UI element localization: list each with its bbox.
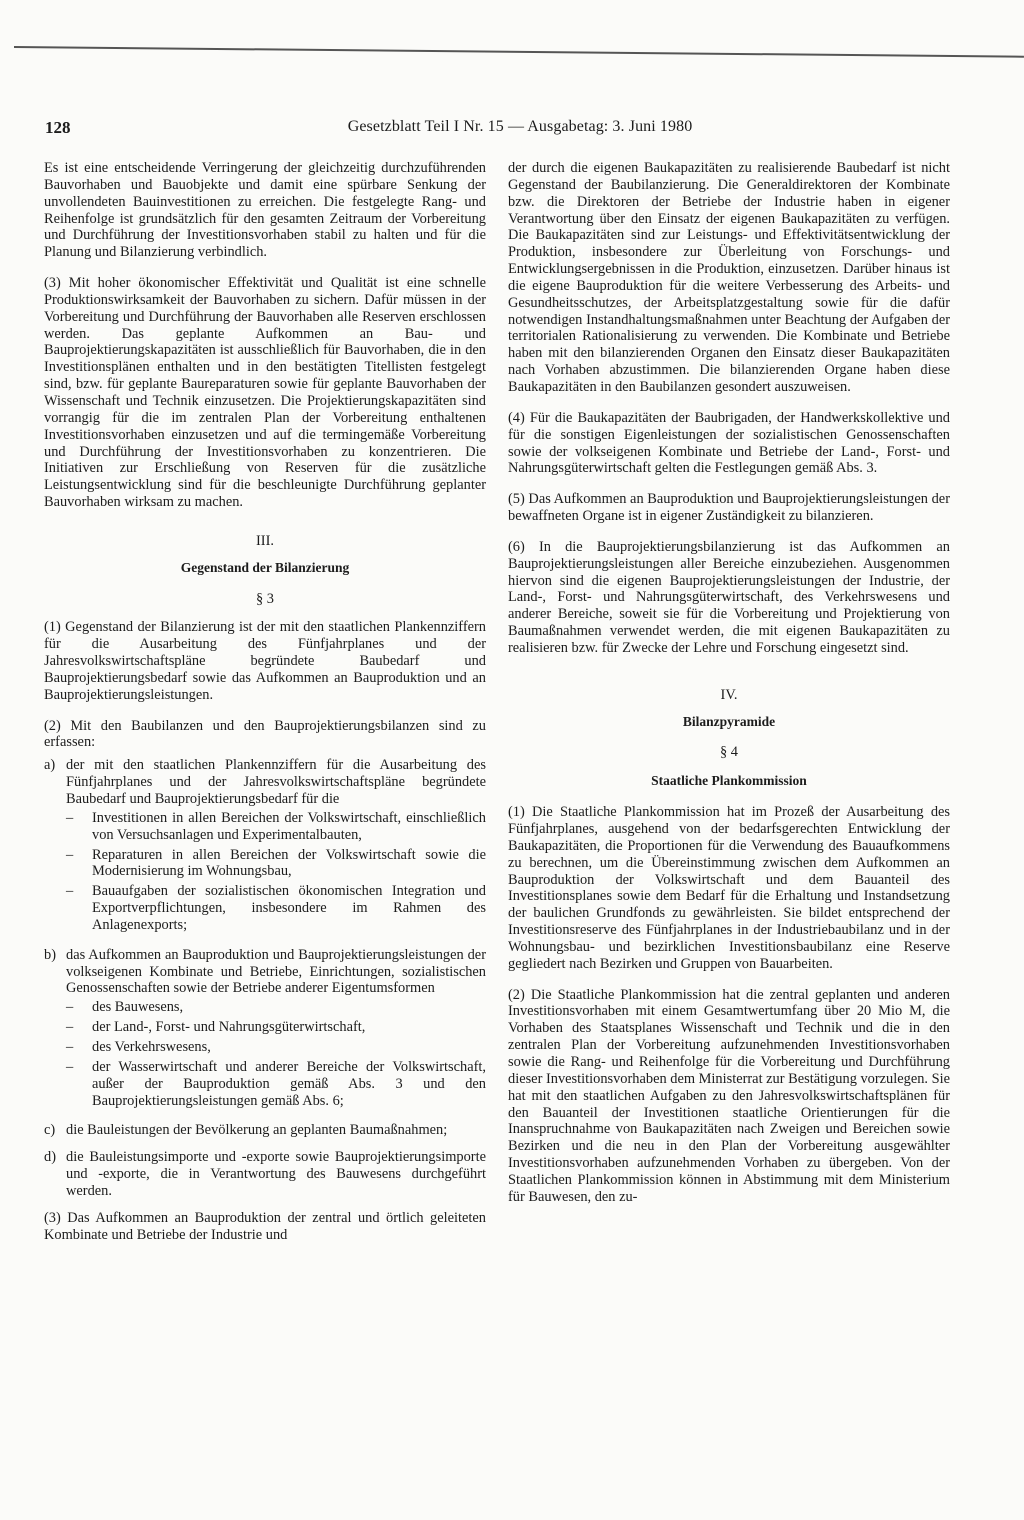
paragraph: (3) Mit hoher ökonomischer Effektivität und Qualität ist eine schnelle Produktionswirksamkeit der Bauvorhaben zu sichern. Dafür müssen in der Vorbereitung und Durchführung der Bauvorhaben alle Reserven erschlossen werden. Das geplante Aufkommen an Bau- und Bauprojektierungskapazitäten ist ausschließlich für Bauvorhaben, die in den Investitionsplänen enthalten und in den bestätigten Titellisten festgelegt sind, bzw. für geplante Baureparaturen sowie für geplante Bauvorhaben der Wissenschaft und Technik einzusetzen. Die Projektierungskapazitäten sind vorrangig für die im zentralen Plan der Vorbereitung enthaltenen Investitionsvorhaben einzusetzen und auf die termingemäße Vorbereitung und Durchführung der Investitionsvorhaben zu konzentrieren. Die Initiativen zur Erschließung von Reserven für die zusätzliche Leistungsentwicklung sind für die beschleunigte Durchführung geplanter Bauvorhaben wirksam zu machen. — [44, 275, 486, 511]
paragraph: (3) Das Aufkommen an Bauproduktion der zentral und örtlich geleiteten Kombinate und Betriebe der Industrie und — [44, 1209, 486, 1243]
list-text: die Bauleistungsimporte und -exporte sowie Bauprojektierungsimporte und -exporte, die in Verantwortung des Bauwesens durchgeführt werden. — [66, 1149, 486, 1199]
dash-text: Reparaturen in allen Bereichen der Volkswirtschaft sowie die Modernisierung im Wohnungsbau, — [92, 846, 486, 880]
right-column — [508, 160, 950, 1220]
page-edge-line — [14, 46, 1024, 58]
dash-item: – Bauaufgaben der sozialistischen ökonomischen Integration und Exportverpflichtungen, insbesondere im Rahmen des Anlagenexports; — [66, 883, 486, 933]
left-column — [44, 160, 486, 1257]
dash-text: des Verkehrswesens, — [92, 1038, 211, 1055]
paragraph: der durch die eigenen Baukapazitäten zu realisierende Baubedarf ist nicht Gegenstand der Baubilanzierung. Die Generaldirektoren der Kombinate bzw. die Direktoren der Betriebe der Industrie haben in eigener Verantwortung über den Einsatz der eigenen Baukapazitäten zu verfügen. Die Baukapazitäten sind zur Leistungs- und Effektivitätsentwicklung der Produktion, insbesondere zur Überleitung von Forschungs- und Entwicklungsergebnissen in die Produktion, einzusetzen. Darüber hinaus ist die eigene Bauproduktion für die weitere Verbesserung des Arbeits- und Gesundheitsschutzes, der Arbeitsplatzgestaltung sowie für die dafür notwendigen Instandhaltungsmaßnahmen unter Beachtung der Aufgaben der territorialen Rationalisierung zu verwenden. Die Kombinate und Betriebe haben mit den bilanzierenden Organen den Einsatz dieser Baukapazitäten nach Vorhaben abzustimmen. Die bilanzierenden Organe haben diese Baukapazitäten in den Baubilanzen gesondert auszuweisen. — [508, 160, 950, 395]
paragraph: (1) Die Staatliche Plankommission hat im Prozeß der Ausarbeitung des Fünfjahrplanes, ausgehend von der bedarfsgerechten Entwicklung der Baukapazitäten, die Proportionen für die Verwendung des Bauaufkommens zu berechnen, um die Übereinstimmung zwischen dem Aufkommen an Bauproduktion der Volkswirtschaft und dem Bauanteil des Investitionsplanes sowie dem Bedarf für die Erhaltung und Instandsetzung der baulichen Grundfonds zu gewährleisten. Sie bildet entsprechend der Investitionsreserve des Fünfjahrplanes in der Industriebaubilanz und in der Wohnungsbau- und bezirklichen Investitionsbaubilanz eine Reserve gegliedert nach Bezirken und Gruppen von Bauarbeiten. — [508, 804, 950, 972]
dash-text: der Wasserwirtschaft und anderer Bereiche der Volkswirtschaft, außer der Bauproduktion gemäß Abs. 3 und den Bauprojektierungsleistungen gemäß Abs. 6; — [92, 1058, 486, 1109]
dash-item: – der Wasserwirtschaft und anderer Bereiche der Volkswirtschaft, außer der Bauproduktion gemäß Abs. 3 und den Bauprojektierungsleistungen gemäß Abs. 6; — [66, 1058, 486, 1109]
list-item — [44, 947, 486, 1113]
list-item — [44, 1122, 486, 1139]
dash-item: – Reparaturen in allen Bereichen der Volkswirtschaft sowie die Modernisierung im Wohnungsbau, — [66, 846, 486, 880]
page-number: 128 — [45, 118, 71, 137]
list-label: c) — [44, 1122, 56, 1139]
dash-item: – des Verkehrswesens, — [66, 1039, 486, 1056]
paragraph: (2) Die Staatliche Plankommission hat die zentral geplanten und anderen Investitionsvorhaben mit einem Gesamtwertumfang über 20 Mio M, die Vorhaben des Staatsplanes Wissenschaft und Technik und die in den zentralen Plan der Vorbereitung aufzunehmenden Investitionsvorhaben sowie die Rang- und Reihenfolge für die Vorbereitung und Durchführung dieser Investitionsvorhaben dem Ministerrat zur Bestätigung vorzulegen. Sie hat mit den staatlichen Aufgaben zu den Jahresvolkswirtschaftsplänen für den Bauanteil der Investitionen staatliche Orientierungen für die Inanspruchnahme von Baukapazitäten nach Zweigen und Bereichen sowie Bezirken und die neu in den Plan der Vorbereitung ausgewählter Investitionsvorhaben aufzunehmenden Vorhaben zu übergeben. Von der Staatlichen Plankommission können in Abstimmung mit dem Ministerium für Bauwesen, den zu- — [508, 986, 950, 1205]
paragraph: (2) Mit den Baubilanzen und den Bauprojektierungsbilanzen sind zu erfassen: — [44, 717, 486, 751]
dash-text: Investitionen in allen Bereichen der Volkswirtschaft, einschließlich von Versuchsanlagen und Experimentalbauten, — [92, 809, 486, 843]
list-label: b) — [44, 946, 56, 963]
list-text: das Aufkommen an Bauproduktion und Bauprojektierungsleistungen der volkseigenen Kombinate und Betriebe, Einrichtungen, sozialistischen Genossenschaften sowie der Betriebe anderer Eigentumsformen — [66, 946, 486, 997]
section-heading: Bilanzpyramide — [682, 713, 776, 729]
paragraph: (1) Gegenstand der Bilanzierung ist der mit den staatlichen Plankennziffern für die Ausarbeitung des Fünfjahrplanes und der Jahresvolkswirtschaftspläne begründete Baubedarf und Bauprojektierungsbedarf sowie das Aufkommen an Bauproduktion und an Bauprojektierungsleistungen. — [44, 619, 486, 703]
dash-item: – der Land-, Forst- und Nahrungsgüterwirtschaft, — [66, 1019, 486, 1036]
page-title: Gesetzblatt Teil I Nr. 15 — Ausgabetag: 3. Juni 1980 — [347, 118, 693, 135]
list-item — [44, 757, 486, 936]
paragraph-number: § 4 — [720, 744, 738, 761]
paragraph: (4) Für die Baukapazitäten der Baubrigaden, der Handwerkskollektive und für die sonstigen Eigenleistungen der sozialistischen Genossenschaften sowie der volkseigenen Kombinate und Betriebe der Land-, Forst- und Nahrungsgüterwirtschaft gelten die Festlegungen gemäß Abs. 3. — [508, 409, 950, 477]
section-number: III. — [256, 532, 274, 549]
paragraph: Es ist eine entscheidende Verringerung der gleichzeitig durchzuführenden Bauvorhaben und Bauobjekte und damit eine spürbare Senkung der unvollendeten Bauinvestitionen zu erreichen. Die festgelegte Rang- und Reihenfolge ist grundsätzlich für den gesamten Zeitraum der Vorbereitung und Durchführung der Investitionsvorhaben stabil zu halten und für die Planung und Bilanzierung verbindlich. — [44, 160, 486, 261]
list-item — [44, 1149, 486, 1200]
paragraph: (5) Das Aufkommen an Bauproduktion und Bauprojektierungsleistungen der bewaffneten Organe ist in eigener Zuständigkeit zu bilanzieren. — [508, 491, 950, 525]
dash-text: des Bauwesens, — [92, 999, 184, 1016]
list-label: a) — [44, 757, 56, 774]
list-label: d) — [44, 1149, 56, 1166]
page-header — [40, 116, 1000, 144]
list-text: der mit den staatlichen Plankennziffern für die Ausarbeitung des Fünfjahrplanes und der Jahresvolkswirtschaftspläne begründete Baubedarf und Bauprojektierungsbedarf für die — [66, 757, 486, 807]
dash-text: Bauaufgaben der sozialistischen ökonomischen Integration und Exportverpflichtungen, insbesondere im Rahmen des Anlagenexports; — [92, 883, 486, 933]
list-text: die Bauleistungen der Bevölkerung an geplanten Baumaßnahmen; — [66, 1122, 448, 1139]
paragraph: (6) In die Bauprojektierungsbilanzierung ist das Aufkommen an Bauprojektierungsleistungen aller Bereiche einzubeziehen. Ausgenommen hiervon sind die eigenen Bauprojektierungsleistungen der Industrie, der Land-, Forst- und Nahrungsgüterwirtschaft, des Verkehrswesens und anderer Bereiche, soweit sie für die Vorbereitung und Projektierung von Baumaßnahmen verwendet werden, die mit eigenen Baukapazitäten zu realisieren bzw. für Zwecke der Lehre und Forschung eingesetzt sind. — [508, 538, 950, 656]
paragraph-number: § 3 — [256, 590, 274, 607]
dash-item: – des Bauwesens, — [66, 999, 486, 1016]
dash-text: der Land-, Forst- und Nahrungsgüterwirtschaft, — [92, 1019, 366, 1036]
dash-item: – Investitionen in allen Bereichen der Volkswirtschaft, einschließlich von Versuchsanlagen und Experimentalbauten, — [66, 809, 486, 843]
paragraph-heading: Staatliche Plankommission — [651, 773, 807, 789]
section-heading: Gegenstand der Bilanzierung — [180, 559, 350, 575]
section-number: IV. — [720, 686, 738, 703]
